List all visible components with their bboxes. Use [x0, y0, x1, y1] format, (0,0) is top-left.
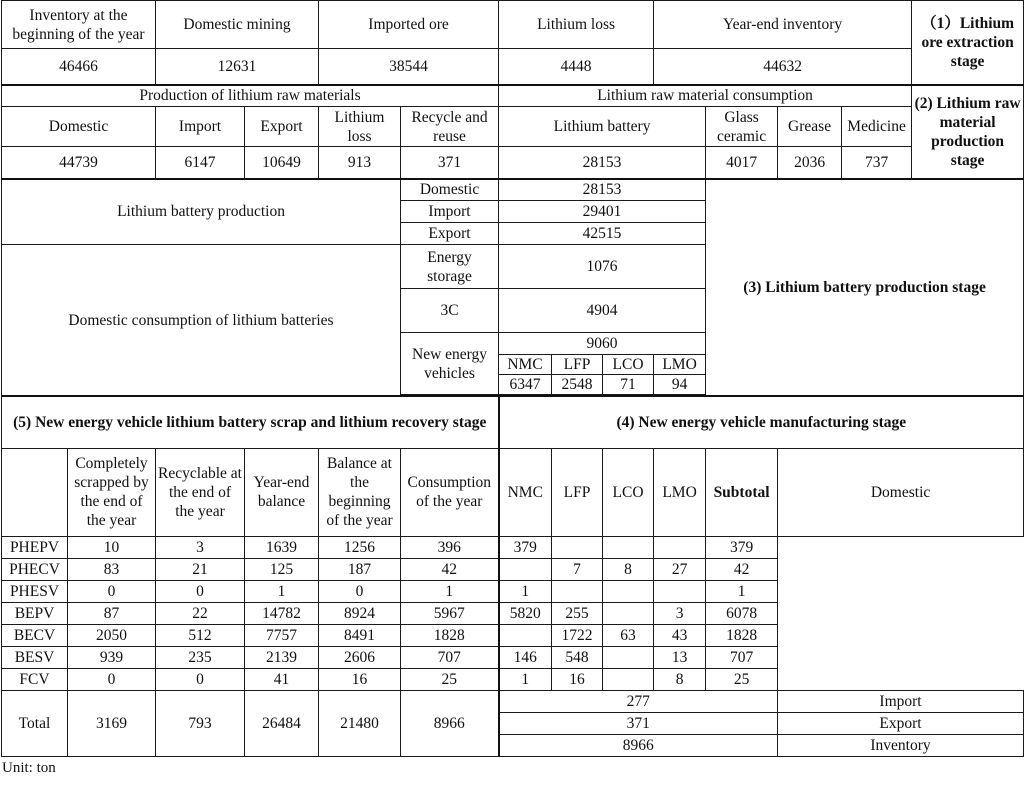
s5-total-recyclable: 793	[156, 690, 245, 756]
stage4-label: (4) New energy vehicle manufacturing stage	[499, 396, 1024, 448]
stage3-label: (3) Lithium battery production stage	[706, 179, 1024, 397]
s5-total-scrapped: 3169	[68, 690, 156, 756]
s4-export-value: 371	[499, 712, 778, 734]
s2-header-medicine: Medicine	[842, 107, 912, 147]
s4-cell: 27	[654, 558, 706, 580]
s4-cell: 1722	[552, 624, 603, 646]
vehicle-type-label: BESV	[2, 646, 68, 668]
vehicle-type-label: PHECV	[2, 558, 68, 580]
s3-nev-value: 9060	[499, 333, 706, 355]
s5-cell: 41	[245, 668, 319, 690]
s4-cell: 1	[706, 580, 778, 602]
s5-cell: 0	[156, 580, 245, 602]
s5-cell: 5967	[401, 602, 499, 624]
s4-header-subtotal: Subtotal	[706, 448, 778, 536]
s4-cell: 8	[654, 668, 706, 690]
s5-cell: 3	[156, 536, 245, 558]
s4-cell: 1	[499, 580, 552, 602]
s4-cell: 16	[552, 668, 603, 690]
s5-cell: 10	[68, 536, 156, 558]
totals-table	[1, 690, 1024, 757]
s5-cell: 7757	[245, 624, 319, 646]
s4-export-label: Export	[778, 712, 1024, 734]
s2-value-import: 6147	[156, 147, 245, 179]
s4-cell: 25	[706, 668, 778, 690]
s3-production-export-label: Export	[401, 223, 499, 245]
vehicle-row	[2, 602, 1024, 624]
s5-cell: 22	[156, 602, 245, 624]
s4-cell: 5820	[499, 602, 552, 624]
s4-cell: 42	[706, 558, 778, 580]
s4-domestic-label: Domestic	[778, 448, 1024, 536]
s1-header-year-end-inventory: Year-end inventory	[654, 1, 912, 49]
s4-cell	[552, 536, 603, 558]
s5-cell: 21	[156, 558, 245, 580]
s4-header-lco: LCO	[603, 448, 654, 536]
s5-cell: 1639	[245, 536, 319, 558]
s5-cell: 707	[401, 646, 499, 668]
s4-cell: 63	[603, 624, 654, 646]
s3-production-domestic-value: 28153	[499, 179, 706, 201]
s5-cell: 0	[156, 668, 245, 690]
s4-cell: 13	[654, 646, 706, 668]
s1-value-inventory-begin: 46466	[2, 49, 156, 85]
s5-cell: 0	[68, 580, 156, 602]
stage5-label: (5) New energy vehicle lithium battery scrap and lithium recovery stage	[2, 396, 499, 448]
vehicle-row	[2, 558, 1024, 580]
s5-total-consumption: 8966	[401, 690, 499, 756]
s1-value-lithium-loss: 4448	[499, 49, 654, 85]
s4-cell	[654, 580, 706, 602]
s4-cell	[603, 668, 654, 690]
s4-cell	[654, 536, 706, 558]
s2-value-grease: 2036	[778, 147, 842, 179]
s5-cell: 8924	[319, 602, 401, 624]
s5-header-recyclable: Recyclable at the end of the year	[156, 448, 245, 536]
s3-consumption-label: Domestic consumption of lithium batteries	[2, 245, 401, 397]
s4-cell: 548	[552, 646, 603, 668]
vehicle-type-label: FCV	[2, 668, 68, 690]
s3-production-import-value: 29401	[499, 201, 706, 223]
s5-cell: 8491	[319, 624, 401, 646]
s4-cell: 379	[706, 536, 778, 558]
s4-cell: 1	[499, 668, 552, 690]
s5-cell: 1828	[401, 624, 499, 646]
s5-cell: 16	[319, 668, 401, 690]
s2-value-lithium-battery: 28153	[499, 147, 706, 179]
s3-production-domestic-label: Domestic	[401, 179, 499, 201]
s1-header-imported-ore: Imported ore	[319, 1, 499, 49]
s4-cell	[552, 580, 603, 602]
s3-energy-storage-value: 1076	[499, 245, 706, 289]
s4-cell: 8	[603, 558, 654, 580]
s4-header-lmo: LMO	[654, 448, 706, 536]
s5-cell: 1256	[319, 536, 401, 558]
s5-total-label: Total	[2, 690, 68, 756]
s2-header-glass-ceramic: Glass ceramic	[706, 107, 778, 147]
vehicle-row	[2, 668, 1024, 690]
s3-energy-storage-label: Energy storage	[401, 245, 499, 289]
s4-header-lfp: LFP	[552, 448, 603, 536]
s5-header-balance-begin: Balance at the beginning of the year	[319, 448, 401, 536]
s4-import-label: Import	[778, 690, 1024, 712]
s3-3c-label: 3C	[401, 289, 499, 333]
s5-cell: 87	[68, 602, 156, 624]
s5-cell: 2606	[319, 646, 401, 668]
s2-value-export: 10649	[245, 147, 319, 179]
s3-3c-value: 4904	[499, 289, 706, 333]
vehicle-row	[2, 624, 1024, 646]
s4-cell: 6078	[706, 602, 778, 624]
s5-cell: 396	[401, 536, 499, 558]
s3-nev-value-lfp: 2548	[552, 375, 603, 395]
s4-cell: 1828	[706, 624, 778, 646]
s2-header-domestic: Domestic	[2, 107, 156, 147]
s3-nev-type-lco: LCO	[603, 355, 654, 375]
vehicle-type-label: BEPV	[2, 602, 68, 624]
s4-inventory-label: Inventory	[778, 734, 1024, 756]
s4-cell	[603, 602, 654, 624]
vehicle-type-label: BECV	[2, 624, 68, 646]
s2-header-lithium-battery: Lithium battery	[499, 107, 706, 147]
s2-group-production: Production of lithium raw materials	[2, 85, 499, 107]
s5-cell: 939	[68, 646, 156, 668]
s2-header-export: Export	[245, 107, 319, 147]
s1-header-domestic-mining: Domestic mining	[156, 1, 319, 49]
s5-cell: 14782	[245, 602, 319, 624]
s5-cell: 2139	[245, 646, 319, 668]
s4-cell: 43	[654, 624, 706, 646]
s2-value-lithium-loss: 913	[319, 147, 401, 179]
s5-cell: 2050	[68, 624, 156, 646]
s5-cell: 0	[319, 580, 401, 602]
s1-value-year-end-inventory: 44632	[654, 49, 912, 85]
s2-value-domestic: 44739	[2, 147, 156, 179]
unit-note: Unit: ton	[2, 759, 56, 776]
s5-cell: 0	[68, 668, 156, 690]
s4-cell	[499, 624, 552, 646]
s3-nev-value-lco: 71	[603, 375, 654, 395]
s4-cell	[499, 558, 552, 580]
stage2-label: (2) Lithium raw material production stage	[912, 85, 1024, 179]
s2-value-medicine: 737	[842, 147, 912, 179]
s4-cell: 7	[552, 558, 603, 580]
s5-header-scrapped: Completely scrapped by the end of the year	[68, 448, 156, 536]
s3-nev-type-nmc: NMC	[499, 355, 552, 375]
vehicle-row	[2, 646, 1024, 668]
s4-import-value: 277	[499, 690, 778, 712]
s5-cell: 125	[245, 558, 319, 580]
s4-inventory-value: 8966	[499, 734, 778, 756]
s4-cell: 707	[706, 646, 778, 668]
s4-cell: 379	[499, 536, 552, 558]
s5-total-balance-begin: 21480	[319, 690, 401, 756]
s3-production-import-label: Import	[401, 201, 499, 223]
s1-value-imported-ore: 38544	[319, 49, 499, 85]
s3-nev-type-lmo: LMO	[654, 355, 706, 375]
s5-cell: 42	[401, 558, 499, 580]
s4-cell	[603, 580, 654, 602]
vehicle-row	[2, 580, 1024, 602]
s4-header-nmc: NMC	[499, 448, 552, 536]
s5-cell: 235	[156, 646, 245, 668]
s2-header-lithium-loss: Lithium loss	[319, 107, 401, 147]
s3-production-label: Lithium battery production	[2, 179, 401, 245]
s3-production-export-value: 42515	[499, 223, 706, 245]
s5-total-year-end: 26484	[245, 690, 319, 756]
vehicle-type-label: PHEPV	[2, 536, 68, 558]
s5-cell: 25	[401, 668, 499, 690]
vehicle-row	[2, 536, 1024, 558]
s2-header-recycle: Recycle and reuse	[401, 107, 499, 147]
s3-nev-type-lfp: LFP	[552, 355, 603, 375]
s3-nev-value-nmc: 6347	[499, 375, 552, 395]
s3-nev-value-lmo: 94	[654, 375, 706, 395]
s4-cell: 3	[654, 602, 706, 624]
s4-cell: 146	[499, 646, 552, 668]
s5-cell: 83	[68, 558, 156, 580]
s2-group-consumption: Lithium raw material consumption	[499, 85, 912, 107]
s5-cell: 1	[245, 580, 319, 602]
s5-cell: 512	[156, 624, 245, 646]
s5-header-consumption: Consumption of the year	[401, 448, 499, 536]
s5-cell: 187	[319, 558, 401, 580]
vehicle-type-label: PHESV	[2, 580, 68, 602]
s4-cell	[603, 536, 654, 558]
s5-cell: 1	[401, 580, 499, 602]
s5-header-year-end: Year-end balance	[245, 448, 319, 536]
s2-header-grease: Grease	[778, 107, 842, 147]
s1-header-inventory-begin: Inventory at the beginning of the year	[2, 1, 156, 49]
s2-value-glass-ceramic: 4017	[706, 147, 778, 179]
lithium-flow-table	[1, 0, 1024, 691]
s5-corner	[2, 448, 68, 536]
s4-cell: 255	[552, 602, 603, 624]
s3-nev-label: New energy vehicles	[401, 333, 499, 395]
s2-header-import: Import	[156, 107, 245, 147]
s1-header-lithium-loss: Lithium loss	[499, 1, 654, 49]
stage1-label: （1）Lithium ore extraction stage	[912, 1, 1024, 85]
s4-cell	[603, 646, 654, 668]
s2-value-recycle: 371	[401, 147, 499, 179]
s1-value-domestic-mining: 12631	[156, 49, 319, 85]
